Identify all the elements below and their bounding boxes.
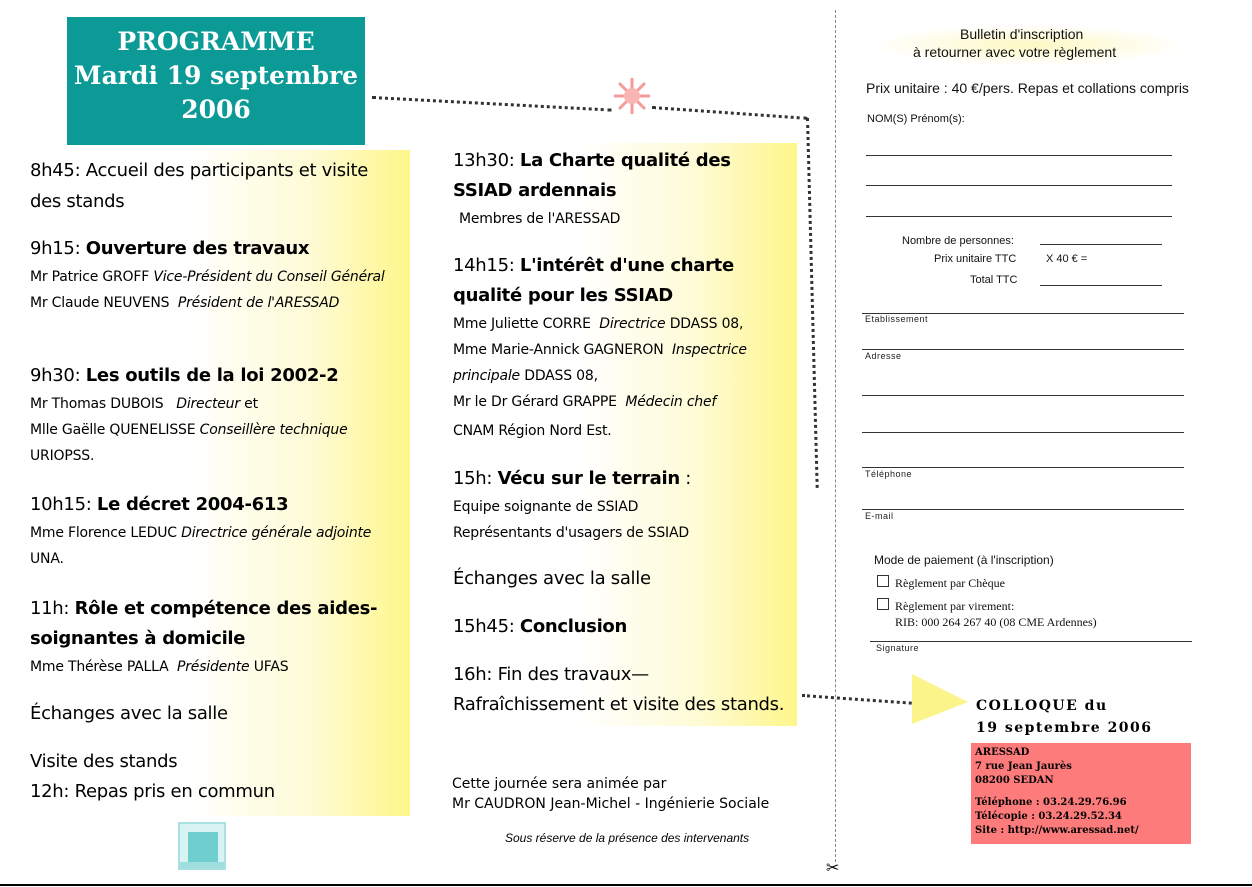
speaker-role: Directeur — [176, 396, 240, 412]
title-line-2: Mardi 19 septembre — [73, 61, 359, 90]
session-title: Rôle et compétence des aides-soignantes à domicile — [30, 598, 378, 649]
unit-price-label: Prix unitaire TTC — [934, 253, 1017, 265]
session-13h30 — [453, 146, 793, 232]
speaker-org: UNA. — [30, 551, 64, 567]
virement-label: Règlement par virement: — [895, 599, 1015, 613]
session-time: 9h30: — [30, 365, 81, 386]
session-text: Accueil des participants et visite des stands — [30, 160, 369, 212]
session-time: 8h45: — [30, 160, 81, 181]
session-8h45 — [30, 155, 400, 217]
session-line: Représentants d'usagers de SSIAD — [453, 525, 689, 541]
title-line-3: 2006 — [181, 95, 251, 124]
session-title: L'intérêt d'une charte qualité pour les SSIAD — [453, 255, 734, 306]
session-time: 14h15: — [453, 255, 515, 276]
address-org: ARESSAD — [975, 747, 1030, 758]
speaker-name: Mme Juliette CORRE — [453, 316, 591, 332]
rib-label: RIB: 000 264 267 40 (08 CME Ardennes) — [895, 615, 1097, 629]
session-15h45 — [453, 612, 793, 642]
address-phone: Téléphone : 03.24.29.76.96 — [975, 797, 1127, 808]
session-16h — [453, 660, 798, 720]
colloque-line-2: 19 septembre 2006 — [976, 720, 1153, 736]
form-price: Prix unitaire : 40 €/pers. Repas et collations compris — [866, 80, 1189, 96]
nb-persons-label: Nombre de personnes: — [902, 235, 1014, 247]
speaker-role: Médecin chef — [625, 394, 717, 410]
mid-exchanges: Échanges avec la salle — [453, 568, 651, 589]
title-line-1: PROGRAMME — [117, 27, 315, 56]
session-time: 15h: — [453, 468, 493, 489]
speaker-org: UFAS — [253, 659, 289, 675]
session-time: 9h15: — [30, 238, 81, 259]
speaker-role: Directrice générale adjointe — [181, 525, 372, 541]
left-lunch: 12h: Repas pris en commun — [30, 781, 275, 802]
session-9h15 — [30, 234, 400, 316]
adresse-label: Adresse — [865, 351, 902, 361]
animation-line-2: Mr CAUDRON Jean-Michel - Ingénierie Sociale — [452, 796, 770, 812]
session-time: 16h: — [453, 664, 493, 685]
speaker-role: Président de l'ARESSAD — [177, 295, 340, 311]
session-colon: : — [685, 468, 692, 489]
dotted-connector-top-right — [652, 106, 808, 120]
session-time: 10h15: — [30, 494, 92, 515]
telephone-field[interactable] — [862, 467, 1184, 468]
animation-line-1: Cette journée sera animée par — [452, 776, 667, 792]
speaker-name: Mr le Dr Gérard GRAPPE — [453, 394, 617, 410]
speaker-role: Inspectrice principale — [453, 342, 747, 384]
colloque-title — [976, 695, 1153, 739]
cheque-checkbox[interactable] — [877, 575, 889, 587]
footer-note: Sous réserve de la présence des intervenants — [505, 831, 750, 845]
speaker-org: DDASS 08, — [669, 316, 744, 332]
email-field[interactable] — [862, 509, 1184, 510]
cut-line — [835, 10, 836, 862]
session-time: 11h: — [30, 598, 70, 619]
bottom-border — [0, 884, 1252, 886]
form-names-label: NOM(S) Prénom(s): — [867, 113, 965, 125]
adresse-line-2[interactable] — [862, 395, 1184, 396]
session-time: 13h30: — [453, 150, 515, 171]
dotted-connector-top — [372, 96, 612, 112]
star-icon — [612, 76, 652, 116]
signature-label: Signature — [876, 643, 920, 653]
session-title: Le décret 2004-613 — [96, 494, 289, 515]
session-title: La Charte qualité des SSIAD ardennais — [453, 150, 731, 201]
address-box — [971, 743, 1191, 844]
arrow-triangle-icon — [910, 672, 970, 726]
adresse-line-3[interactable] — [862, 432, 1184, 433]
scissors-icon: ✂ — [826, 858, 840, 877]
dotted-connector-vertical — [806, 118, 819, 488]
cheque-label: Règlement par Chèque — [895, 576, 1005, 590]
virement-checkbox[interactable] — [877, 598, 889, 610]
names-line-3[interactable] — [866, 216, 1172, 217]
speaker-org: DDASS 08, — [524, 368, 598, 384]
session-14h15 — [453, 251, 793, 444]
left-visit: Visite des stands — [30, 751, 178, 772]
etablissement-label: Etablissement — [865, 314, 929, 324]
speaker-role: Conseillère technique — [199, 422, 348, 438]
session-15h — [453, 464, 793, 546]
session-9h30 — [30, 361, 400, 469]
session-title: Ouverture des travaux — [85, 238, 310, 259]
speaker-org: CNAM Région Nord Est. — [453, 423, 612, 439]
speaker-role: Présidente — [176, 659, 250, 675]
session-title: Conclusion — [519, 616, 628, 637]
session-note: Membres de l'ARESSAD — [459, 211, 621, 227]
address-site[interactable]: Site : http://www.aressad.net/ — [975, 825, 1139, 836]
speaker-conjunction: et — [244, 396, 258, 412]
speaker-name: Mr Patrice GROFF — [30, 269, 150, 285]
address-city: 08200 SEDAN — [975, 775, 1054, 786]
left-exchanges: Échanges avec la salle — [30, 703, 228, 724]
session-title: Les outils de la loi 2002-2 — [85, 365, 339, 386]
aressad-logo-icon — [178, 822, 226, 870]
session-10h15 — [30, 490, 400, 572]
session-text: Fin des travaux— Rafraîchissement et visite des stands. — [453, 664, 785, 715]
signature-field[interactable] — [870, 641, 1192, 642]
form-title-2: à retourner avec votre règlement — [913, 44, 1117, 60]
session-line: Equipe soignante de SSIAD — [453, 499, 639, 515]
total-field[interactable] — [1040, 285, 1162, 286]
speaker-role: Vice-Président du Conseil Général — [153, 269, 385, 285]
email-label: E-mail — [865, 511, 894, 521]
total-label: Total TTC — [970, 274, 1018, 286]
speaker-name: Mme Thérèse PALLA — [30, 659, 169, 675]
multiplier-label: X 40 € = — [1046, 253, 1088, 265]
names-line-2[interactable] — [866, 185, 1172, 186]
address-street: 7 rue Jean Jaurès — [975, 761, 1072, 772]
speaker-name: Mr Thomas DUBOIS — [30, 396, 164, 412]
session-title: Vécu sur le terrain — [497, 468, 680, 489]
speaker-name: Mme Florence LEDUC — [30, 525, 177, 541]
speaker-org: URIOPSS. — [30, 448, 95, 464]
payment-label: Mode de paiement (à l'inscription) — [874, 553, 1054, 567]
telephone-label: Téléphone — [865, 469, 913, 479]
speaker-role: Directrice — [599, 316, 666, 332]
speaker-name: Mlle Gaëlle QUENELISSE — [30, 422, 196, 438]
program-title-box — [67, 17, 365, 145]
session-time: 15h45: — [453, 616, 515, 637]
colloque-line-1: COLLOQUE du — [976, 698, 1108, 714]
speaker-name: Mme Marie-Annick GAGNERON — [453, 342, 664, 358]
nb-persons-field[interactable] — [1040, 244, 1162, 245]
address-fax: Télécopie : 03.24.29.52.34 — [975, 811, 1122, 822]
names-line-1[interactable] — [866, 155, 1172, 156]
session-11h — [30, 594, 400, 680]
animation-note — [452, 774, 769, 814]
form-title-1: Bulletin d'inscription — [960, 26, 1084, 42]
speaker-name: Mr Claude NEUVENS — [30, 295, 170, 311]
adresse-field[interactable] — [862, 349, 1184, 350]
